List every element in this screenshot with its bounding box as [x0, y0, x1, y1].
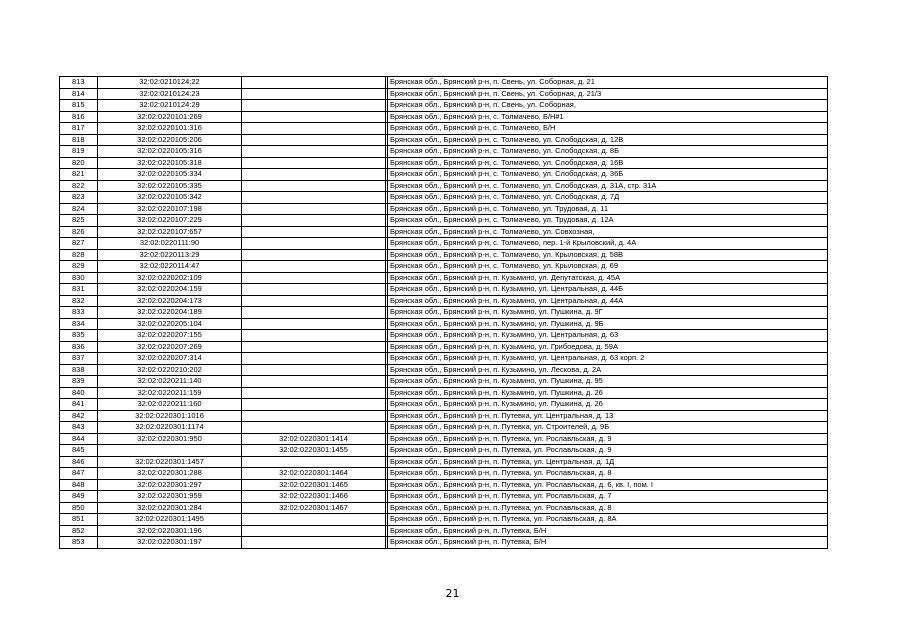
cadastral-number-cell: 32:02:0220301:1174 — [98, 422, 242, 434]
cadastral-number-cell: 32:02:0220105:318 — [98, 157, 242, 169]
related-cadastral-number-cell — [242, 180, 386, 192]
address-cell: Брянская обл., Брянский р-н, с. Толмачево, ул. Крыловская, д. 58В — [388, 249, 828, 261]
table-row — [60, 88, 828, 100]
cadastral-number-cell: 32:02:0220211:160 — [98, 399, 242, 411]
address-cell: Брянская обл., Брянский р-н, п. Кузьмино, ул. Центральная, д. 44А — [388, 295, 828, 307]
table-row — [60, 502, 828, 514]
cadastral-number-cell: 32:02:0210124:22 — [98, 77, 242, 89]
row-number-cell: 816 — [60, 111, 98, 123]
related-cadastral-number-cell — [242, 295, 386, 307]
related-cadastral-number-cell — [242, 134, 386, 146]
related-cadastral-number-cell — [242, 307, 386, 319]
cadastral-number-cell: 32:02:0220204:189 — [98, 307, 242, 319]
address-cell: Брянская обл., Брянский р-н, с. Толмачево, ул. Слободская, д. 8Б — [388, 146, 828, 158]
cadastral-number-cell — [98, 445, 242, 457]
cadastral-number-cell: 32:02:0220301:1016 — [98, 410, 242, 422]
address-cell: Брянская обл., Брянский р-н, п. Кузьмино, ул. Грибоедова, д. 59А — [388, 341, 828, 353]
cadastral-number-cell: 32:02:0220301:950 — [98, 433, 242, 445]
address-cell: Брянская обл., Брянский р-н, п. Кузьмино, ул. Пушкина, д. 95 — [388, 376, 828, 388]
address-cell: Брянская обл., Брянский р-н, п. Путевка, ул. Рославльская, д. 8 — [388, 502, 828, 514]
address-cell: Брянская обл., Брянский р-н, п. Кузьмино, ул. Пушкина, д. 9Г — [388, 307, 828, 319]
address-cell: Брянская обл., Брянский р-н, с. Толмачево, Б/Н — [388, 123, 828, 135]
table-row — [60, 330, 828, 342]
address-cell: Брянская обл., Брянский р-н, с. Толмачево, ул. Слободская, д. 31А, стр. 31А — [388, 180, 828, 192]
related-cadastral-number-cell — [242, 376, 386, 388]
related-cadastral-number-cell — [242, 77, 386, 89]
cadastral-number-cell: 32:02:0210124:23 — [98, 88, 242, 100]
row-number-cell: 815 — [60, 100, 98, 112]
table-row — [60, 215, 828, 227]
page-number: 21 — [445, 587, 460, 600]
cadastral-number-cell: 32:02:0220107:198 — [98, 203, 242, 215]
related-cadastral-number-cell — [242, 203, 386, 215]
table-row — [60, 169, 828, 181]
row-number-cell: 844 — [60, 433, 98, 445]
row-number-cell: 846 — [60, 456, 98, 468]
related-cadastral-number-cell — [242, 272, 386, 284]
cadastral-number-cell: 32:02:0220204:173 — [98, 295, 242, 307]
row-number-cell: 820 — [60, 157, 98, 169]
related-cadastral-number-cell — [242, 100, 386, 112]
related-cadastral-number-cell — [242, 537, 386, 549]
related-cadastral-number-cell: 32:02:0220301:1465 — [242, 479, 386, 491]
table-row — [60, 111, 828, 123]
cadastral-number-cell: 32:02:0220207:269 — [98, 341, 242, 353]
cadastral-number-cell: 32:02:0220204:159 — [98, 284, 242, 296]
row-number-cell: 829 — [60, 261, 98, 273]
related-cadastral-number-cell — [242, 111, 386, 123]
table-row — [60, 445, 828, 457]
register-table-body — [60, 77, 828, 549]
table-row — [60, 422, 828, 434]
row-number-cell: 839 — [60, 376, 98, 388]
cadastral-number-cell: 32:02:0220101:316 — [98, 123, 242, 135]
row-number-cell: 831 — [60, 284, 98, 296]
related-cadastral-number-cell — [242, 146, 386, 158]
related-cadastral-number-cell — [242, 157, 386, 169]
address-cell: Брянская обл., Брянский р-н, с. Толмачево, ул. Слободская, д. 7Д — [388, 192, 828, 204]
table-row — [60, 456, 828, 468]
cadastral-number-cell: 32:02:0220111:90 — [98, 238, 242, 250]
address-cell: Брянская обл., Брянский р-н, п. Путевка, ул. Рославльская, д. 7 — [388, 491, 828, 503]
row-number-cell: 819 — [60, 146, 98, 158]
related-cadastral-number-cell — [242, 399, 386, 411]
address-cell: Брянская обл., Брянский р-н, п. Кузьмино, ул. Пушкина, д. 26 — [388, 387, 828, 399]
related-cadastral-number-cell — [242, 249, 386, 261]
address-cell: Брянская обл., Брянский р-н, п. Кузьмино, ул. Центральная, д. 63 — [388, 330, 828, 342]
related-cadastral-number-cell — [242, 123, 386, 135]
address-cell: Брянская обл., Брянский р-н, с. Толмачево, ул. Трудовая, д. 12А — [388, 215, 828, 227]
row-number-cell: 821 — [60, 169, 98, 181]
cadastral-number-cell: 32:02:0220301:959 — [98, 491, 242, 503]
cadastral-number-cell: 32:02:0220101:269 — [98, 111, 242, 123]
table-row — [60, 491, 828, 503]
row-number-cell: 850 — [60, 502, 98, 514]
related-cadastral-number-cell — [242, 318, 386, 330]
cadastral-number-cell: 32:02:0220301:284 — [98, 502, 242, 514]
address-cell: Брянская обл., Брянский р-н, с. Толмачево, пер. 1-й Крыловский, д. 4А — [388, 238, 828, 250]
table-row — [60, 146, 828, 158]
related-cadastral-number-cell — [242, 353, 386, 365]
row-number-cell: 826 — [60, 226, 98, 238]
table-row — [60, 123, 828, 135]
row-number-cell: 830 — [60, 272, 98, 284]
property-register-table — [59, 76, 828, 549]
related-cadastral-number-cell — [242, 238, 386, 250]
row-number-cell: 818 — [60, 134, 98, 146]
cadastral-number-cell: 32:02:0220301:1457 — [98, 456, 242, 468]
row-number-cell: 851 — [60, 514, 98, 526]
cadastral-number-cell: 32:02:0220107:657 — [98, 226, 242, 238]
related-cadastral-number-cell — [242, 192, 386, 204]
related-cadastral-number-cell — [242, 525, 386, 537]
cadastral-number-cell: 32:02:0220114:47 — [98, 261, 242, 273]
related-cadastral-number-cell: 32:02:0220301:1464 — [242, 468, 386, 480]
cadastral-number-cell: 32:02:0220301:288 — [98, 468, 242, 480]
cadastral-number-cell: 32:02:0220301:297 — [98, 479, 242, 491]
table-row — [60, 77, 828, 89]
address-cell: Брянская обл., Брянский р-н, с. Толмачево, ул. Трудовая, д. 11 — [388, 203, 828, 215]
related-cadastral-number-cell — [242, 226, 386, 238]
table-row — [60, 399, 828, 411]
cadastral-number-cell: 32:02:0220105:335 — [98, 180, 242, 192]
related-cadastral-number-cell — [242, 215, 386, 227]
related-cadastral-number-cell: 32:02:0220301:1467 — [242, 502, 386, 514]
address-cell: Брянская обл., Брянский р-н, с. Толмачево, ул. Крыловская, д. 69 — [388, 261, 828, 273]
cadastral-number-cell: 32:02:0220113:29 — [98, 249, 242, 261]
table-row — [60, 261, 828, 273]
related-cadastral-number-cell — [242, 387, 386, 399]
address-cell: Брянская обл., Брянский р-н, п. Путевка, ул. Рославльская, д. 9 — [388, 433, 828, 445]
related-cadastral-number-cell — [242, 410, 386, 422]
address-cell: Брянская обл., Брянский р-н, п. Путевка, ул. Центральная, д. 13 — [388, 410, 828, 422]
table-row — [60, 468, 828, 480]
cadastral-number-cell: 32:02:0220301:1495 — [98, 514, 242, 526]
address-cell: Брянская обл., Брянский р-н, п. Кузьмино, ул. Депутатская, д. 45А — [388, 272, 828, 284]
address-cell: Брянская обл., Брянский р-н, п. Кузьмино, ул. Пушкина, д. 26 — [388, 399, 828, 411]
row-number-cell: 836 — [60, 341, 98, 353]
table-row — [60, 318, 828, 330]
related-cadastral-number-cell — [242, 422, 386, 434]
row-number-cell: 843 — [60, 422, 98, 434]
table-row — [60, 525, 828, 537]
related-cadastral-number-cell — [242, 284, 386, 296]
cadastral-number-cell: 32:02:0220301:196 — [98, 525, 242, 537]
address-cell: Брянская обл., Брянский р-н, п. Путевка, ул. Рославльская, д. 9 — [388, 445, 828, 457]
related-cadastral-number-cell — [242, 514, 386, 526]
related-cadastral-number-cell — [242, 364, 386, 376]
related-cadastral-number-cell — [242, 341, 386, 353]
cadastral-number-cell: 32:02:0220211:159 — [98, 387, 242, 399]
related-cadastral-number-cell: 32:02:0220301:1455 — [242, 445, 386, 457]
table-row — [60, 157, 828, 169]
address-cell: Брянская обл., Брянский р-н, с. Толмачево, ул. Совхозная, — [388, 226, 828, 238]
row-number-cell: 845 — [60, 445, 98, 457]
row-number-cell: 840 — [60, 387, 98, 399]
cadastral-number-cell: 32:02:0220105:342 — [98, 192, 242, 204]
table-row — [60, 479, 828, 491]
cadastral-number-cell: 32:02:0220207:314 — [98, 353, 242, 365]
row-number-cell: 823 — [60, 192, 98, 204]
address-cell: Брянская обл., Брянский р-н, п. Кузьмино, ул. Лескова, д. 2А — [388, 364, 828, 376]
address-cell: Брянская обл., Брянский р-н, п. Путевка, ул. Рославльская, д. 6, кв. I, пом. I — [388, 479, 828, 491]
table-row — [60, 226, 828, 238]
related-cadastral-number-cell: 32:02:0220301:1414 — [242, 433, 386, 445]
row-number-cell: 847 — [60, 468, 98, 480]
related-cadastral-number-cell: 32:02:0220301:1466 — [242, 491, 386, 503]
row-number-cell: 838 — [60, 364, 98, 376]
table-row — [60, 192, 828, 204]
address-cell: Брянская обл., Брянский р-н, п. Путевка, Б/Н — [388, 537, 828, 549]
cadastral-number-cell: 32:02:0220207:155 — [98, 330, 242, 342]
cadastral-number-cell: 32:02:0210124:29 — [98, 100, 242, 112]
row-number-cell: 817 — [60, 123, 98, 135]
address-cell: Брянская обл., Брянский р-н, п. Кузьмино, ул. Центральная, д. 44Б — [388, 284, 828, 296]
address-cell: Брянская обл., Брянский р-н, п. Кузьмино, ул. Центральная, д. 63 корп. 2 — [388, 353, 828, 365]
table-row — [60, 537, 828, 549]
cadastral-number-cell: 32:02:0220202:109 — [98, 272, 242, 284]
address-cell: Брянская обл., Брянский р-н, с. Толмачево, ул. Слободская, д. 16В — [388, 157, 828, 169]
address-cell: Брянская обл., Брянский р-н, п. Свень, ул. Соборная, — [388, 100, 828, 112]
table-row — [60, 514, 828, 526]
row-number-cell: 814 — [60, 88, 98, 100]
table-row — [60, 307, 828, 319]
table-row — [60, 353, 828, 365]
cadastral-number-cell: 32:02:0220105:206 — [98, 134, 242, 146]
address-cell: Брянская обл., Брянский р-н, п. Свень, ул. Соборная, д. 21 — [388, 77, 828, 89]
address-cell: Брянская обл., Брянский р-н, с. Толмачево, Б/Н#1 — [388, 111, 828, 123]
row-number-cell: 832 — [60, 295, 98, 307]
table-row — [60, 284, 828, 296]
related-cadastral-number-cell — [242, 169, 386, 181]
row-number-cell: 827 — [60, 238, 98, 250]
table-row — [60, 364, 828, 376]
row-number-cell: 852 — [60, 525, 98, 537]
address-cell: Брянская обл., Брянский р-н, п. Кузьмино, ул. Пушкина, д. 9Б — [388, 318, 828, 330]
table-row — [60, 295, 828, 307]
address-cell: Брянская обл., Брянский р-н, с. Толмачево, ул. Слободская, д. 36Б — [388, 169, 828, 181]
row-number-cell: 833 — [60, 307, 98, 319]
address-cell: Брянская обл., Брянский р-н, с. Толмачево, ул. Слободская, д. 12В — [388, 134, 828, 146]
address-cell: Брянская обл., Брянский р-н, п. Путевка, ул. Рославльская, д. 8 — [388, 468, 828, 480]
table-row — [60, 134, 828, 146]
cadastral-number-cell: 32:02:0220205:104 — [98, 318, 242, 330]
row-number-cell: 834 — [60, 318, 98, 330]
related-cadastral-number-cell — [242, 261, 386, 273]
cadastral-number-cell: 32:02:0220211:140 — [98, 376, 242, 388]
related-cadastral-number-cell — [242, 88, 386, 100]
address-cell: Брянская обл., Брянский р-н, п. Свень, ул. Соборная, д. 21/3 — [388, 88, 828, 100]
cadastral-number-cell: 32:02:0220301:197 — [98, 537, 242, 549]
cadastral-number-cell: 32:02:0220107:229 — [98, 215, 242, 227]
address-cell: Брянская обл., Брянский р-н, п. Путевка, Б/Н — [388, 525, 828, 537]
table-row — [60, 203, 828, 215]
cadastral-number-cell: 32:02:0220105:316 — [98, 146, 242, 158]
row-number-cell: 853 — [60, 537, 98, 549]
address-cell: Брянская обл., Брянский р-н, п. Путевка, ул. Строителей, д. 9Б — [388, 422, 828, 434]
related-cadastral-number-cell — [242, 456, 386, 468]
table-row — [60, 376, 828, 388]
row-number-cell: 824 — [60, 203, 98, 215]
table-row — [60, 100, 828, 112]
table-row — [60, 238, 828, 250]
table-row — [60, 387, 828, 399]
cadastral-number-cell: 32:02:0220210:202 — [98, 364, 242, 376]
address-cell: Брянская обл., Брянский р-н, п. Путевка, ул. Рославльская, д. 8А — [388, 514, 828, 526]
table-row — [60, 433, 828, 445]
row-number-cell: 813 — [60, 77, 98, 89]
row-number-cell: 842 — [60, 410, 98, 422]
row-number-cell: 835 — [60, 330, 98, 342]
row-number-cell: 822 — [60, 180, 98, 192]
cadastral-number-cell: 32:02:0220105:334 — [98, 169, 242, 181]
table-row — [60, 341, 828, 353]
table-row — [60, 410, 828, 422]
related-cadastral-number-cell — [242, 330, 386, 342]
address-cell: Брянская обл., Брянский р-н, п. Путевка, ул. Центральная, д. 1Д — [388, 456, 828, 468]
row-number-cell: 848 — [60, 479, 98, 491]
row-number-cell: 849 — [60, 491, 98, 503]
table-row — [60, 272, 828, 284]
row-number-cell: 828 — [60, 249, 98, 261]
table-row — [60, 180, 828, 192]
row-number-cell: 837 — [60, 353, 98, 365]
table-row — [60, 249, 828, 261]
row-number-cell: 825 — [60, 215, 98, 227]
row-number-cell: 841 — [60, 399, 98, 411]
